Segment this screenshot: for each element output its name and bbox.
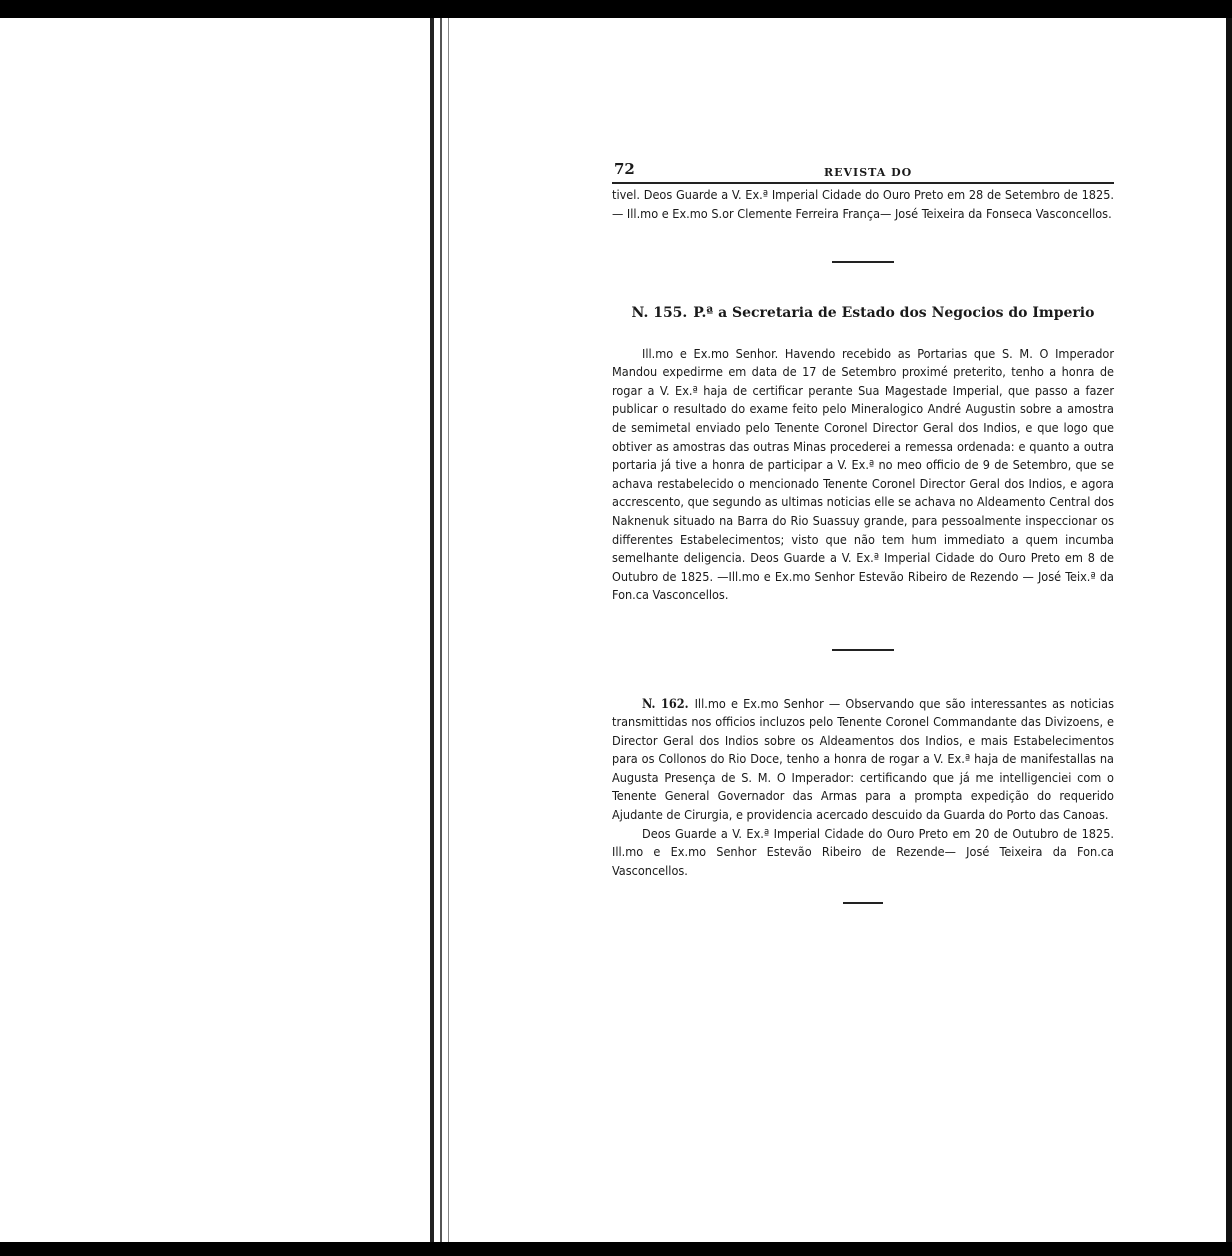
section-divider [843, 902, 883, 904]
scan-bottom-border [0, 1242, 1232, 1256]
document-page [612, 160, 1114, 904]
gutter-line [440, 18, 442, 1242]
section-divider [832, 649, 894, 651]
page-number: 72 [614, 160, 635, 178]
paragraph-letter-155: Ill.mo e Ex.mo Senhor. Havendo recebido as Portarias que S. M. O Imperador Mandou expedirme em data de 17 de Setembro proximé preterito, tenho a honra de rogar a V. Ex.ª haja de certificar perante Sua Magestade Imperial, que passo a fazer publicar o resultado do exame feito pelo Mineralogico André Augustin sobre a amostra de semimetal enviado pelo Tenente Coronel Director Geral dos Indios, e que logo que obtiver as amostras das outras Minas procederei a remessa ordenada: e quanto a outra portaria já tive a honra de participar a V. Ex.ª no meo officio de 9 de Setembro, que se achava restabelecido o mencionado Tenente Coronel Director Geral dos Indios, e agora accrescento, que segundo as ultimas noticias elle se achava no Aldeamento Central dos Naknenuk situado na Barra do Rio Suassuy grande, para pessoalmente inspeccionar os differentes Estabelecimentos; visto que não tem hum immediato a quem incumba semelhante deligencia. Deos Guarde a V. Ex.ª Imperial Cidade do Ouro Preto em 8 de Outubro de 1825. —Ill.mo e Ex.mo Senhor Estevão Ribeiro de Rezendo — José Teix.ª da Fon.ca Vasconcellos. [612, 345, 1114, 603]
running-head [612, 160, 1114, 184]
scan-top-border [0, 0, 1232, 18]
heading-text: P.ª a Secretaria de Estado dos Negocios do Imperio [693, 304, 1095, 321]
book-gutter [422, 18, 462, 1242]
paragraph-closing: Deos Guarde a V. Ex.ª Imperial Cidade do Ouro Preto em 20 de Outubro de 1825. Ill.mo e Ex.mo Senhor Estevão Ribeiro de Rezende— José Teixeira da Fon.ca Vasconcellos. [612, 825, 1114, 878]
running-head-title: REVISTA DO [824, 166, 913, 179]
gutter-line [430, 18, 434, 1242]
paragraph-letter-162 [612, 695, 1114, 825]
gutter-line [448, 18, 449, 1242]
heading-number: N. 155. [631, 304, 688, 321]
scan-right-border [1226, 18, 1232, 1242]
section-divider [832, 261, 894, 263]
letter-number: N. 162. [642, 695, 689, 711]
section-heading [612, 303, 1114, 323]
letter-text: Ill.mo e Ex.mo Senhor — Observando que são interessantes as noticias transmittidas nos officios incluzos pelo Tenente Coronel Commandante das Divizoens, e Director Geral dos Indios sobre os Aldeamentos dos Indios, e mais Estabelecimentos para os Collonos do Rio Doce, tenho a honra de rogar a V. Ex.ª haja de manifestallas na Augusta Presença de S. M. O Imperador: certificando que já me intelligenciei com o Tenente General Governador das Armas para a prompta expedição do requerido Ajudante de Cirurgia, e providencia acercado descuido da Guarda do Porto das Canoas. [612, 695, 1114, 823]
paragraph-continuation: tivel. Deos Guarde a V. Ex.ª Imperial Cidade do Ouro Preto em 28 de Setembro de 1825. — Ill.mo e Ex.mo S.or Clemente Ferreira França— José Teixeira da Fonseca Vasconcellos. [612, 187, 1114, 221]
